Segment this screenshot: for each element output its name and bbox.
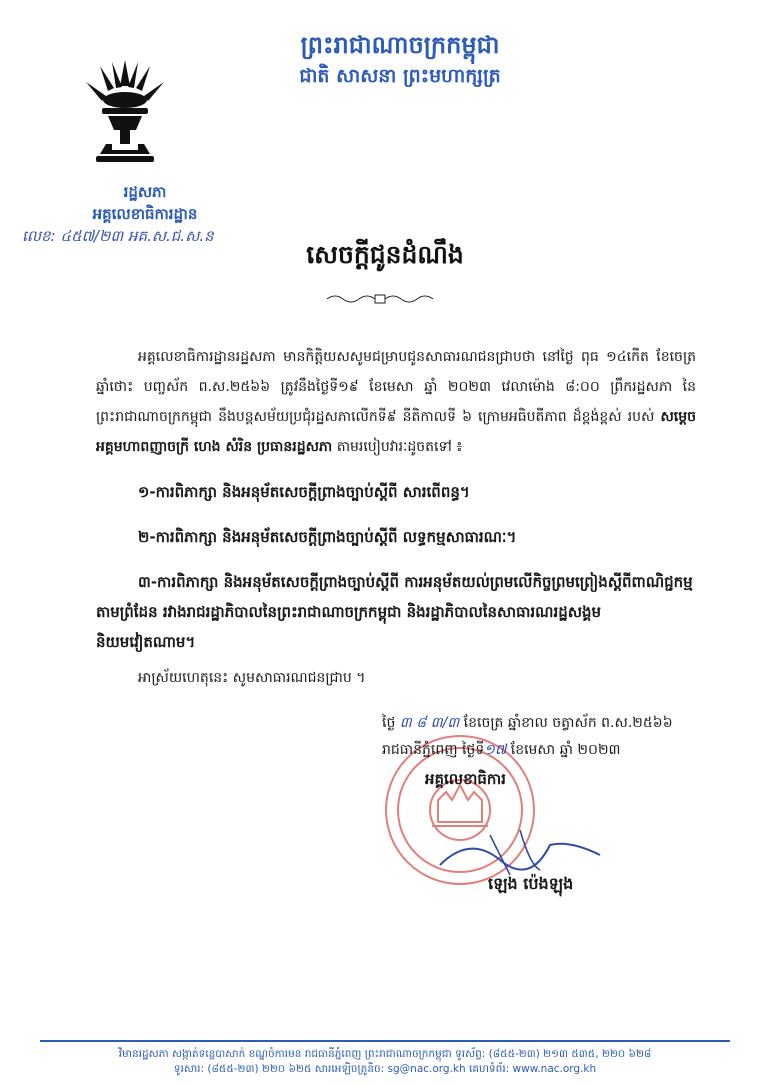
solar-date-handwritten: ១៧	[484, 742, 507, 758]
institution-name: រដ្ឋសភា	[123, 183, 167, 201]
agenda-item: ៣-ការពិភាក្សា និងអនុម័តសេចក្តីព្រាងច្បាប់ស្តីពី ការអនុម័តយល់ព្រមលើកិច្ចព្រមព្រៀងស្តីពីពាណិជ្ជកម្មតាមព្រំដែន រវាងរាជរដ្ឋាភិបាលនៃព្រះរាជាណាចក្រកម្ពុជា និងរដ្ឋាភិបាលនៃសាធារណរដ្ឋសង្គមនិយមវៀតណាម។	[96, 573, 693, 651]
kingdom-title: ព្រះរាជាណាចក្រកម្ពុជា	[300, 31, 500, 59]
footer-address: វិមានរដ្ឋសភា សង្កាត់ទន្លេបាសាក់ ខណ្ឌចំការមន រាជធានីភ្នំពេញ ព្រះរាជាណាចក្រកម្ពុជា ទូរស័ព្ទ: (៨៥៥-២៣) ២១៣ ៥៣៥, ២២០ ៦២៨	[118, 1048, 652, 1060]
national-motto: ជាតិ សាសនា ព្រះមហាក្សត្រ	[299, 65, 501, 87]
intro-text-2: តាមរបៀបវារៈដូចតទៅ ៖	[332, 439, 463, 455]
lunar-date-suffix: ខែចេត្រ ឆ្នាំខាល ចត្វាស័ក ព.ស.២៥៦៦	[463, 715, 673, 731]
lunar-date	[382, 713, 673, 734]
signer-name: ឡេង ប៉េងឡុង	[488, 874, 574, 893]
closing-line: អាស្រ័យហេតុនេះ សូមសាធារណជនជ្រាប ។	[138, 670, 366, 686]
reference-number: លេខ: ៤៥៧/២៣ អគ.ស.ជ.ស.ន	[22, 227, 214, 245]
solar-date	[382, 740, 621, 761]
divider-ornament-icon	[325, 292, 435, 306]
lunar-date-handwritten: ៣ ៨ ៣/៣	[399, 715, 460, 731]
president-name: សម្តេចអគ្គមហាពញាចក្រី ហេង សំរិន ប្រធានរដ្ឋសភា	[96, 409, 696, 455]
solar-date-prefix: រាជធានីភ្នំពេញ ថ្ងៃទី	[382, 742, 485, 758]
department-name: អគ្គលេខាធិការដ្ឋាន	[92, 204, 198, 223]
intro-paragraph	[96, 342, 696, 462]
solar-date-suffix: ខែមេសា ឆ្នាំ ២០២៣	[510, 742, 621, 758]
intro-text-1: អគ្គលេខាធិការដ្ឋានរដ្ឋសភា មានកិត្តិយសសូមជម្រាបជូនសាធារណជនជ្រាបថា នៅថ្ងៃ ពុធ ១៤កើត ខែចេត្រ ឆ្នាំថោះ បញ្ចស័ក ព.ស.២៥៦៦ ត្រូវនឹងថ្ងៃទី១៩ ខែមេសា ឆ្នាំ ២០២៣ វេលាម៉ោង ៨:០០ ព្រឹករដ្ឋសភា នៃព្រះរាជាណាចក្រកម្ពុជា នឹងបន្តសម័យប្រជុំរដ្ឋសភាលើកទី៩ នីតិកាលទី ៦ ក្រោមអធិបតីភាព ដ៏ខ្ពង់ខ្ពស់ របស់	[96, 349, 696, 425]
royal-crest-icon	[80, 56, 170, 176]
footer-divider	[40, 1040, 730, 1042]
agenda-item: ១-ការពិភាក្សា និងអនុម័តសេចក្តីព្រាងច្បាប់ស្តីពី សារពើពន្ធ។	[138, 483, 470, 501]
lunar-date-prefix: ថ្ងៃ	[382, 715, 396, 731]
footer-contact-line: ទូរសារ: (៨៥៥-២៣) ២២០ ៦២៥ សារអេឡិចត្រូនិច: sg@nac.org.kh គេហទំព័រ: www.nac.org.kh	[173, 1063, 597, 1075]
agenda-item: ២-ការពិភាក្សា និងអនុម័តសេចក្តីព្រាងច្បាប់ស្តីពី លទ្ធកម្មសាធារណៈ។	[138, 528, 517, 546]
footer-contact	[40, 1047, 730, 1077]
signatory-title: អគ្គលេខាធិការ	[425, 770, 506, 788]
institution-block	[70, 182, 220, 226]
document-title: សេចក្តីជូនដំណឹង	[306, 240, 464, 269]
